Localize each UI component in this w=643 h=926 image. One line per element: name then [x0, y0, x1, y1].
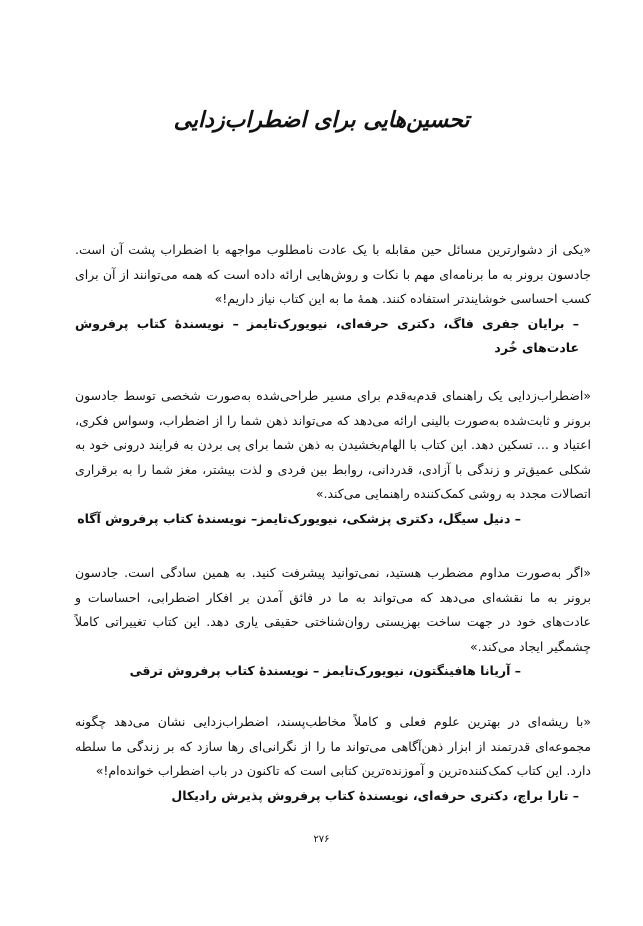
endorsement-attribution: – تارا براچ، دکتری حرفه‌ای، نویسندهٔ کتاب پرفروش پذیرش رادیکال	[171, 787, 579, 803]
page-title: تحسین‌هایی برای اضطراب‌زدایی	[173, 108, 470, 133]
endorsement-attribution: – آریانا هافینگتون، نیویورک‌تایمز – نویسندهٔ کتاب پرفروش ترقی	[129, 663, 521, 678]
endorsement-2	[75, 384, 591, 531]
endorsement-quote: «اضطراب‌زدایی یک راهنمای قدم‌به‌قدم برای مسیر طراحی‌شده به‌صورت شخصی توسط جادسون برونر و ثابت‌شده به‌صورت بالینی ارائه می‌دهد که می‌تواند ذهن شما را از اضطراب، وسواس فکری، اعتیاد و ... تسکین دهد. این کتاب با الهام‌بخشیدن به ذهن شما برای پی بردن به فرایند درونی خود به شکلی عمیق‌تر و زندگی با آزادی، قدردانی، روابط بین فردی و لذت بیشتر، مغز شما را به برقراری اتصالات مجدد به روشی کمک‌کننده راهنمایی می‌کند.»	[75, 388, 591, 501]
endorsement-quote: «یکی از دشوارترین مسائل حین مقابله با یک عادت نامطلوب مواجهه با اضطراب پشت آن است. جادسون برونر به ما برنامه‌ای مهم با نکات و روش‌هایی ارائه داده است که همه می‌توانند از آن برای کسب احساسی خوشایندتر استفاده کنند. همهٔ ما به این کتاب نیاز داریم!»	[75, 242, 591, 306]
endorsement-4	[75, 710, 591, 808]
endorsement-attribution: – برایان جفری فاگ، دکتری حرفه‌ای، نیویورک‌تایمز – نویسندهٔ کتاب پرفروش عادت‌های خُرد	[75, 315, 579, 355]
endorsement-quote: «اگر به‌صورت مداوم مضطرب هستید، نمی‌توانید پیشرفت کنید. به همین سادگی است. جادسون برونر به ما نقشه‌ای می‌دهد که می‌تواند به ما در فائق آمدن بر افکار اضطرابی، احساسات و عادت‌های خود در جهت ساخت بهزیستی روان‌شناختی حقیقی یاری دهد. این کتاب تغییراتی کاملاً چشمگیر ایجاد می‌کند.»	[75, 565, 591, 654]
endorsement-quote: «با ریشه‌ای در بهترین علوم فعلی و کاملاً مخاطب‌پسند، اضطراب‌زدایی نشان می‌دهد چگونه مجموعه‌ای قدرتمند از ابزار ذهن‌آگاهی می‌تواند ما را از نگرانی‌ای رها سازد که بر زندگی ما سلطه دارد. این کتاب کمک‌کننده‌ترین و آموزنده‌ترین کتابی است که تاکنون در باب اضطراب خوانده‌ام!»	[75, 714, 591, 778]
endorsement-3	[75, 561, 591, 684]
endorsement-1	[75, 238, 591, 361]
endorsement-attribution: – دنیل سیگل، دکتری پزشکی، نیویورک‌تایمز– نویسندهٔ کتاب پرفروش آگاه	[77, 510, 521, 526]
page-number: ۲۷۶	[313, 834, 330, 845]
